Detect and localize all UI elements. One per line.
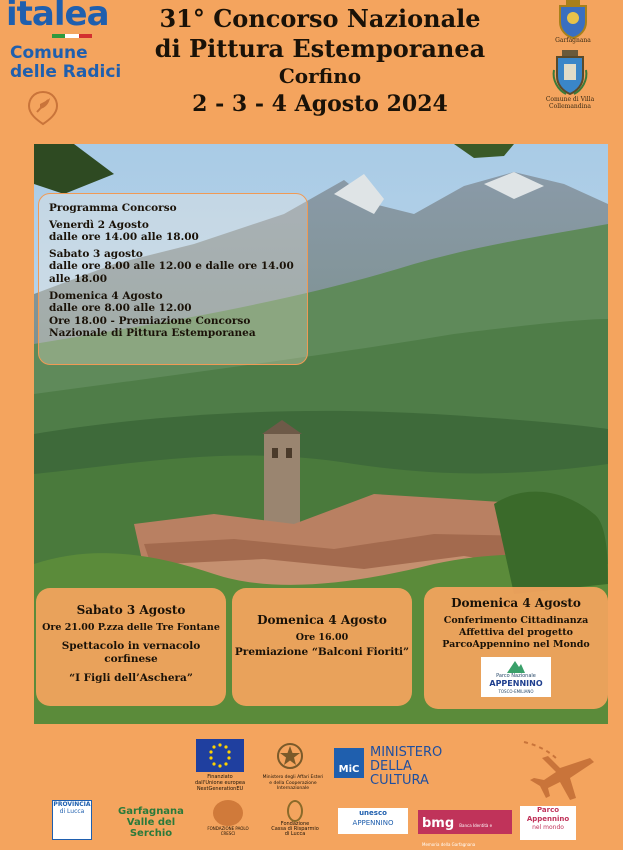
program-day-line: dalle ore 8.00 alle 12.00 e dalle ore 14.00 bbox=[49, 260, 294, 273]
garfagnana-valle-serchio-logo bbox=[108, 806, 194, 839]
program-day-saturday bbox=[49, 248, 297, 286]
event-desc: Affettiva del progetto bbox=[459, 627, 573, 638]
cresci-emblem-icon bbox=[213, 800, 243, 826]
event-title: Domenica 4 Agosto bbox=[451, 596, 581, 610]
mic-logo: MiC bbox=[334, 748, 364, 778]
italian-republic-emblem-icon bbox=[276, 741, 304, 771]
program-heading: Programma Concorso bbox=[49, 202, 177, 214]
mountain-icon bbox=[507, 659, 525, 673]
program-day-line: dalle ore 14.00 alle 18.00 bbox=[49, 231, 199, 244]
event-title: Domenica 4 Agosto bbox=[257, 613, 387, 627]
title-line-2: di Pittura Estemporanea bbox=[154, 34, 486, 63]
parco-appennino-logo bbox=[481, 657, 551, 697]
program-day-title: Domenica 4 Agosto bbox=[49, 289, 163, 302]
eu-label-line: Finanziato bbox=[207, 774, 233, 780]
parco-mondo-line-3: nel mondo bbox=[532, 824, 564, 831]
bimg-line-2: Banca Identità e Memoria della Garfagnana bbox=[422, 823, 493, 847]
program-box bbox=[38, 193, 308, 365]
crest-top-label: Garfagnana bbox=[555, 37, 591, 44]
event-desc: Conferimento Cittadinanza bbox=[443, 615, 589, 626]
logo-line-3: TOSCO-EMILIANO bbox=[498, 689, 534, 694]
event-desc: “I Figli dell’Aschera” bbox=[69, 672, 193, 684]
unesco-appennino-logo bbox=[338, 808, 408, 834]
brand-sub-line-2: delle Radici bbox=[10, 62, 122, 82]
event-box-saturday bbox=[36, 588, 226, 706]
brand-sub-line-1: Comune bbox=[10, 43, 88, 63]
mic-label-line: DELLA bbox=[370, 759, 412, 774]
program-day-line: dalle ore 8.00 alle 12.00 bbox=[49, 302, 192, 315]
parco-mondo-line-2: Appennino bbox=[526, 815, 570, 823]
event-time: Ore 16.00 bbox=[295, 632, 349, 643]
crl-line-1: Fondazione bbox=[280, 821, 310, 827]
eu-label-line: dall'Unione europea bbox=[194, 780, 246, 786]
mic-label-line: CULTURA bbox=[370, 773, 429, 788]
bimg-line-1: bmg bbox=[422, 816, 455, 831]
event-time: Ore 21.00 P.zza delle Tre Fontane bbox=[42, 622, 220, 633]
program-day-line: alle 18.00 bbox=[49, 272, 107, 285]
garfagnana-line-2: Valle del Serchio bbox=[126, 817, 176, 839]
mic-label-line: MINISTERO bbox=[370, 745, 443, 760]
logo-line-1: Parco Nazionale bbox=[496, 673, 536, 679]
maeci-label-line: Ministero degli Affari Esteri bbox=[262, 775, 324, 780]
title-line-1: 31° Concorso Nazionale bbox=[159, 4, 481, 33]
unesco-line-2: APPENNINO bbox=[352, 819, 394, 827]
provincia-line-1: PROVINCIA bbox=[53, 801, 91, 808]
title-dates: 2 - 3 - 4 Agosto 2024 bbox=[192, 91, 448, 117]
parco-mondo-line-1: Parco bbox=[536, 806, 560, 814]
parco-appennino-mondo-logo bbox=[520, 806, 576, 840]
maeci-label bbox=[258, 775, 328, 792]
title-location: Corfino bbox=[278, 64, 362, 88]
maeci-label-line: e della Cooperazione Internazionale bbox=[269, 780, 317, 791]
ministero-cultura-label bbox=[370, 746, 442, 788]
crl-line-2: Cassa di Risparmio bbox=[271, 826, 319, 832]
italea-logo: italea bbox=[6, 0, 109, 34]
program-day-title: Sabato 3 agosto bbox=[49, 247, 143, 260]
eu-label-line: NextGenerationEU bbox=[196, 786, 244, 792]
provincia-line-2: di Lucca bbox=[59, 808, 85, 815]
crl-line-3: di Lucca bbox=[284, 831, 306, 837]
unesco-line-1: unesco bbox=[359, 809, 387, 817]
crest-bottom-label: Comune di Villa Collemandina bbox=[545, 96, 595, 110]
garfagnana-crest-icon bbox=[556, 0, 590, 40]
program-day-title: Venerdì 2 Agosto bbox=[49, 218, 149, 231]
eu-flag-icon bbox=[196, 739, 244, 772]
program-day-friday bbox=[49, 219, 297, 244]
fondazione-cresci-logo bbox=[200, 800, 256, 836]
comune-radici-logo bbox=[10, 44, 121, 82]
program-day-sunday bbox=[49, 290, 297, 340]
logo-line-2: APPENNINO bbox=[489, 679, 543, 688]
event-desc: Spettacolo in vernacolo bbox=[61, 640, 201, 652]
program-day-line: Nazionale di Pittura Estemporanea bbox=[49, 327, 256, 340]
provincia-lucca-logo bbox=[52, 800, 92, 840]
event-title: Sabato 3 Agosto bbox=[76, 603, 186, 617]
airplane-icon bbox=[520, 738, 596, 804]
program-day-line: Ore 18.00 - Premiazione Concorso bbox=[49, 314, 251, 327]
garfagnana-line-1: Garfagnana bbox=[118, 806, 184, 817]
event-title-block bbox=[120, 0, 520, 118]
eu-funding-label bbox=[188, 774, 252, 792]
event-box-sunday-cittadinanza bbox=[424, 587, 608, 709]
event-box-sunday-balconi bbox=[232, 588, 412, 706]
event-desc: Premiazione “Balconi Fioriti” bbox=[234, 646, 410, 658]
italian-flag-stripe bbox=[52, 34, 92, 38]
bimg-logo bbox=[418, 810, 512, 847]
crl-emblem-icon bbox=[287, 800, 303, 822]
villa-collemandina-crest-icon bbox=[552, 50, 588, 96]
roots-leaf-icon bbox=[28, 90, 58, 126]
event-desc: ParcoAppennino nel Mondo bbox=[442, 639, 590, 650]
event-desc: corfinese bbox=[104, 653, 158, 665]
cresci-label: FONDAZIONE PAOLO CRESCI bbox=[207, 826, 249, 836]
fondazione-crl-logo bbox=[262, 800, 328, 837]
